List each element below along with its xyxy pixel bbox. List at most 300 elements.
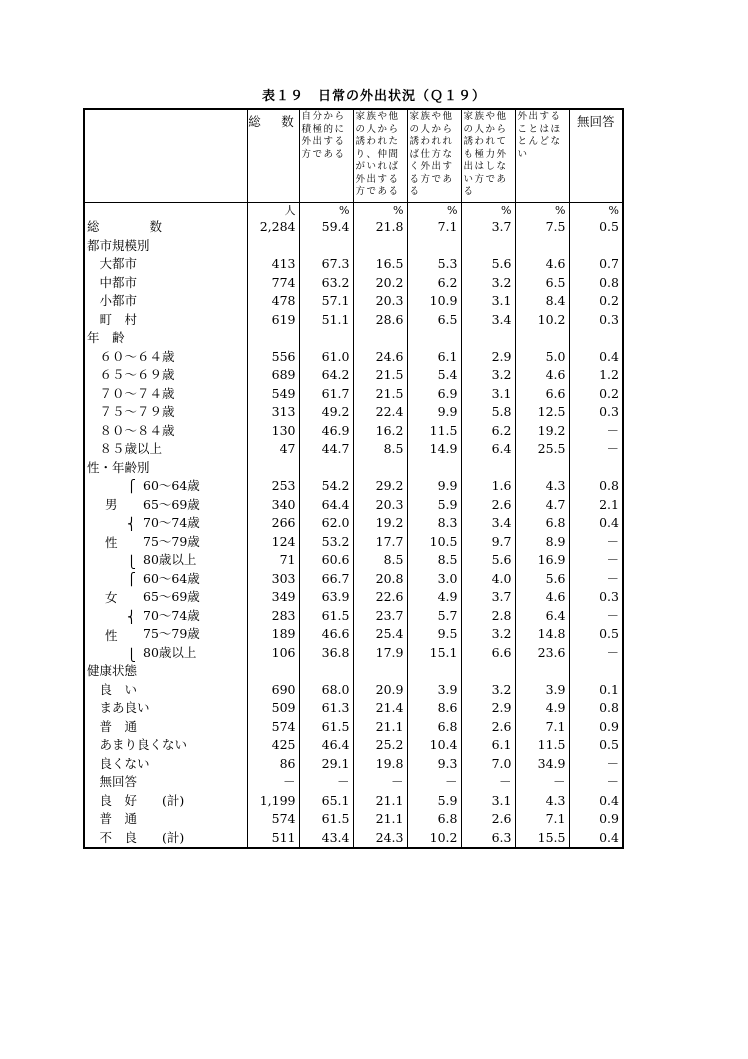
value-cell bbox=[407, 459, 461, 478]
table-title: 表１９ 日常の外出状況（Ｑ１９） bbox=[261, 89, 486, 104]
value-cell: 3.2 bbox=[461, 366, 515, 385]
value-cell: 5.6 bbox=[461, 255, 515, 274]
value-cell bbox=[247, 329, 299, 348]
value-cell: 3.7 bbox=[461, 218, 515, 237]
row-label: 小都市 bbox=[87, 293, 138, 308]
value-cell: 303 bbox=[247, 570, 299, 589]
value-cell: 6.8 bbox=[407, 718, 461, 737]
value-cell: 67.3 bbox=[299, 255, 353, 274]
table-row bbox=[84, 255, 623, 274]
row-label: ８５歳以上 bbox=[87, 441, 163, 456]
row-label: 年 齢 bbox=[87, 330, 125, 345]
value-cell: 43.4 bbox=[299, 829, 353, 849]
male-brace-icon: ⎨ bbox=[127, 517, 136, 531]
value-cell: 17.9 bbox=[353, 644, 407, 663]
value-cell: 7.0 bbox=[461, 755, 515, 774]
value-cell: 16.9 bbox=[515, 551, 569, 570]
value-cell: 62.0 bbox=[299, 514, 353, 533]
value-cell: 413 bbox=[247, 255, 299, 274]
value-cell: 44.7 bbox=[299, 440, 353, 459]
value-cell: 6.6 bbox=[515, 385, 569, 404]
table-row bbox=[84, 403, 623, 422]
value-cell: 61.7 bbox=[299, 385, 353, 404]
value-cell: 5.0 bbox=[515, 348, 569, 367]
value-cell: 3.1 bbox=[461, 292, 515, 311]
value-cell: 5.9 bbox=[407, 792, 461, 811]
value-cell: 11.5 bbox=[515, 736, 569, 755]
female-sex-label: 性 bbox=[105, 627, 118, 643]
female-brace-icon: ⎧ bbox=[127, 571, 136, 586]
value-cell bbox=[569, 329, 623, 348]
value-cell: 19.8 bbox=[353, 755, 407, 774]
row-label: 総 数 bbox=[87, 219, 163, 234]
value-cell bbox=[299, 237, 353, 256]
value-cell: － bbox=[569, 440, 623, 459]
table-row bbox=[84, 662, 623, 681]
value-cell: 25.4 bbox=[353, 625, 407, 644]
value-cell: 5.7 bbox=[407, 607, 461, 626]
value-cell: 20.8 bbox=[353, 570, 407, 589]
value-cell: 19.2 bbox=[515, 422, 569, 441]
value-cell: － bbox=[569, 755, 623, 774]
value-cell: 0.3 bbox=[569, 403, 623, 422]
value-cell: 253 bbox=[247, 477, 299, 496]
value-cell: 20.3 bbox=[353, 496, 407, 515]
value-cell: 574 bbox=[247, 718, 299, 737]
value-cell: － bbox=[407, 773, 461, 792]
value-cell: 66.7 bbox=[299, 570, 353, 589]
value-cell bbox=[299, 329, 353, 348]
value-cell: 21.1 bbox=[353, 792, 407, 811]
value-cell: 689 bbox=[247, 366, 299, 385]
value-cell: 2.9 bbox=[461, 699, 515, 718]
value-cell: － bbox=[569, 570, 623, 589]
unit-cell: % bbox=[407, 203, 461, 219]
table-row bbox=[84, 773, 623, 792]
value-cell: 6.4 bbox=[461, 440, 515, 459]
row-label: 65～69歳 bbox=[143, 496, 200, 512]
value-cell: － bbox=[569, 551, 623, 570]
value-cell: 0.1 bbox=[569, 681, 623, 700]
value-cell: 5.4 bbox=[407, 366, 461, 385]
table-row bbox=[84, 607, 623, 626]
value-cell: 189 bbox=[247, 625, 299, 644]
value-cell bbox=[353, 459, 407, 478]
row-label: 60～64歳 男 性 ⎧ ⎨ ⎩ bbox=[84, 477, 247, 496]
value-cell: 15.1 bbox=[407, 644, 461, 663]
row-label: 性・年齢別 bbox=[87, 459, 150, 475]
table-row bbox=[84, 459, 623, 478]
value-cell: 29.2 bbox=[353, 477, 407, 496]
value-cell: 19.2 bbox=[353, 514, 407, 533]
value-cell: 0.4 bbox=[569, 348, 623, 367]
value-cell: 65.1 bbox=[299, 792, 353, 811]
value-cell: 6.2 bbox=[407, 274, 461, 293]
value-cell: 0.4 bbox=[569, 514, 623, 533]
value-cell: 14.8 bbox=[515, 625, 569, 644]
value-cell: 2,284 bbox=[247, 218, 299, 237]
value-cell: 10.2 bbox=[515, 311, 569, 330]
value-cell bbox=[515, 662, 569, 681]
row-label: 不 良 (計) bbox=[87, 829, 185, 845]
value-cell: 36.8 bbox=[299, 644, 353, 663]
value-cell: 61.0 bbox=[299, 348, 353, 367]
value-cell: 4.3 bbox=[515, 477, 569, 496]
row-label: ７５～７９歳 bbox=[87, 404, 175, 419]
value-cell: 5.6 bbox=[461, 551, 515, 570]
value-cell: 340 bbox=[247, 496, 299, 515]
value-cell: 0.2 bbox=[569, 292, 623, 311]
value-cell: 16.2 bbox=[353, 422, 407, 441]
row-label: 60～64歳 女 性 ⎧ ⎨ ⎩ bbox=[84, 570, 247, 589]
value-cell: 64.4 bbox=[299, 496, 353, 515]
value-cell: 53.2 bbox=[299, 533, 353, 552]
table-row bbox=[84, 218, 623, 237]
value-cell: 3.9 bbox=[515, 681, 569, 700]
value-cell bbox=[299, 662, 353, 681]
male-sex-label: 性 bbox=[105, 535, 118, 550]
value-cell: － bbox=[353, 773, 407, 792]
table-body bbox=[84, 203, 623, 849]
value-cell: 6.8 bbox=[515, 514, 569, 533]
male-sex-label: 男 bbox=[105, 497, 118, 512]
header-no-answer: 無回答 bbox=[569, 109, 623, 203]
header-total: 総 数 bbox=[247, 109, 299, 203]
value-cell: 23.6 bbox=[515, 644, 569, 663]
header-avoid: 家族や他の人から誘われても極力外出はしない方である bbox=[461, 109, 515, 203]
value-cell: 0.8 bbox=[569, 274, 623, 293]
value-cell: 2.6 bbox=[461, 718, 515, 737]
value-cell: 0.5 bbox=[569, 736, 623, 755]
female-brace-icon: ⎩ bbox=[127, 647, 136, 662]
value-cell: 25.2 bbox=[353, 736, 407, 755]
value-cell: 313 bbox=[247, 403, 299, 422]
table-row bbox=[84, 551, 623, 570]
value-cell: 8.5 bbox=[353, 440, 407, 459]
value-cell: － bbox=[299, 773, 353, 792]
value-cell: 3.2 bbox=[461, 625, 515, 644]
value-cell: 6.2 bbox=[461, 422, 515, 441]
table-row bbox=[84, 311, 623, 330]
value-cell: 2.9 bbox=[461, 348, 515, 367]
value-cell: 6.6 bbox=[461, 644, 515, 663]
unit-cell: % bbox=[299, 203, 353, 219]
value-cell: 49.2 bbox=[299, 403, 353, 422]
table-row bbox=[84, 329, 623, 348]
value-cell: 5.3 bbox=[407, 255, 461, 274]
value-cell: 283 bbox=[247, 607, 299, 626]
value-cell: 15.5 bbox=[515, 829, 569, 849]
value-cell: 4.6 bbox=[515, 588, 569, 607]
value-cell bbox=[461, 237, 515, 256]
value-cell bbox=[515, 459, 569, 478]
value-cell: 22.6 bbox=[353, 588, 407, 607]
row-label: 都市規模別 bbox=[87, 237, 150, 253]
value-cell: － bbox=[515, 773, 569, 792]
value-cell: 6.9 bbox=[407, 385, 461, 404]
row-label: 80歳以上 bbox=[143, 644, 197, 660]
value-cell: 2.6 bbox=[461, 496, 515, 515]
row-label: 無回答 bbox=[87, 774, 138, 789]
value-cell: 9.7 bbox=[461, 533, 515, 552]
value-cell: 6.1 bbox=[407, 348, 461, 367]
value-cell: 4.9 bbox=[407, 588, 461, 607]
row-label: 普 通 bbox=[87, 811, 138, 826]
value-cell: 690 bbox=[247, 681, 299, 700]
table-row bbox=[84, 274, 623, 293]
value-cell: 21.1 bbox=[353, 718, 407, 737]
value-cell: 509 bbox=[247, 699, 299, 718]
value-cell: 4.6 bbox=[515, 366, 569, 385]
value-cell: 0.4 bbox=[569, 829, 623, 849]
table-row bbox=[84, 514, 623, 533]
value-cell: 266 bbox=[247, 514, 299, 533]
value-cell bbox=[299, 459, 353, 478]
value-cell: 14.9 bbox=[407, 440, 461, 459]
value-cell: 7.1 bbox=[515, 718, 569, 737]
value-cell: 8.4 bbox=[515, 292, 569, 311]
row-label: 町 村 bbox=[87, 311, 138, 327]
value-cell: － bbox=[247, 773, 299, 792]
value-cell: 7.1 bbox=[407, 218, 461, 237]
table-row bbox=[84, 755, 623, 774]
row-label: ６５～６９歳 bbox=[87, 367, 175, 382]
value-cell bbox=[461, 459, 515, 478]
row-label: ８０～８４歳 bbox=[87, 422, 175, 438]
value-cell: 6.8 bbox=[407, 810, 461, 829]
value-cell bbox=[247, 237, 299, 256]
value-cell: 61.3 bbox=[299, 699, 353, 718]
value-cell: 28.6 bbox=[353, 311, 407, 330]
value-cell: 2.6 bbox=[461, 810, 515, 829]
value-cell: 8.5 bbox=[353, 551, 407, 570]
row-label: あまり良くない bbox=[87, 737, 188, 752]
value-cell bbox=[569, 237, 623, 256]
value-cell: 12.5 bbox=[515, 403, 569, 422]
male-brace-icon: ⎧ bbox=[127, 479, 136, 493]
value-cell: 7.5 bbox=[515, 218, 569, 237]
header-if-invited: 家族や他の人から誘われたり、仲間がいれば外出する方である bbox=[353, 109, 407, 203]
value-cell: 6.1 bbox=[461, 736, 515, 755]
value-cell: － bbox=[569, 607, 623, 626]
value-cell: 10.4 bbox=[407, 736, 461, 755]
value-cell: 2.1 bbox=[569, 496, 623, 515]
value-cell: 25.5 bbox=[515, 440, 569, 459]
table-row bbox=[84, 366, 623, 385]
value-cell: － bbox=[569, 773, 623, 792]
header-row bbox=[84, 109, 623, 203]
value-cell: 130 bbox=[247, 422, 299, 441]
value-cell: 574 bbox=[247, 810, 299, 829]
value-cell: 61.5 bbox=[299, 607, 353, 626]
value-cell: 11.5 bbox=[407, 422, 461, 441]
value-cell: 0.9 bbox=[569, 810, 623, 829]
female-brace-icon: ⎨ bbox=[127, 609, 136, 624]
value-cell: 21.5 bbox=[353, 366, 407, 385]
row-label: ６０～６４歳 bbox=[87, 348, 175, 364]
row-label: 良くない bbox=[87, 755, 150, 771]
value-cell: 24.3 bbox=[353, 829, 407, 849]
table-row bbox=[84, 292, 623, 311]
value-cell bbox=[461, 662, 515, 681]
value-cell: 3.4 bbox=[461, 311, 515, 330]
row-label: 70～74歳 bbox=[143, 515, 200, 530]
table-row bbox=[84, 625, 623, 644]
female-sex-label: 女 bbox=[105, 589, 118, 605]
value-cell: 46.6 bbox=[299, 625, 353, 644]
table-row bbox=[84, 681, 623, 700]
value-cell: 0.2 bbox=[569, 385, 623, 404]
header-blank bbox=[84, 109, 247, 203]
value-cell bbox=[515, 329, 569, 348]
table-row bbox=[84, 736, 623, 755]
row-label: 70～74歳 bbox=[143, 607, 200, 623]
value-cell: 10.9 bbox=[407, 292, 461, 311]
value-cell: 6.5 bbox=[407, 311, 461, 330]
value-cell: 3.2 bbox=[461, 681, 515, 700]
value-cell: 46.4 bbox=[299, 736, 353, 755]
value-cell: 478 bbox=[247, 292, 299, 311]
table-row bbox=[84, 533, 623, 552]
row-label: 65～69歳 bbox=[143, 589, 200, 604]
value-cell: 60.6 bbox=[299, 551, 353, 570]
value-cell: 51.1 bbox=[299, 311, 353, 330]
value-cell: 4.9 bbox=[515, 699, 569, 718]
value-cell: 106 bbox=[247, 644, 299, 663]
unit-cell: % bbox=[461, 203, 515, 219]
table-row bbox=[84, 237, 623, 256]
unit-cell: % bbox=[515, 203, 569, 219]
value-cell: 1.2 bbox=[569, 366, 623, 385]
table-row bbox=[84, 570, 623, 589]
value-cell: 16.5 bbox=[353, 255, 407, 274]
row-label: 良 好 (計) bbox=[87, 792, 185, 808]
value-cell: 1.6 bbox=[461, 477, 515, 496]
value-cell: 21.5 bbox=[353, 385, 407, 404]
value-cell: 3.9 bbox=[407, 681, 461, 700]
value-cell: 0.5 bbox=[569, 218, 623, 237]
value-cell: 63.2 bbox=[299, 274, 353, 293]
value-cell: 3.7 bbox=[461, 588, 515, 607]
value-cell: 8.9 bbox=[515, 533, 569, 552]
value-cell: 2.8 bbox=[461, 607, 515, 626]
value-cell bbox=[353, 329, 407, 348]
value-cell: 86 bbox=[247, 755, 299, 774]
value-cell: 4.3 bbox=[515, 792, 569, 811]
table-row bbox=[84, 810, 623, 829]
male-brace-icon: ⎩ bbox=[127, 555, 136, 569]
value-cell: 10.2 bbox=[407, 829, 461, 849]
value-cell: 6.3 bbox=[461, 829, 515, 849]
value-cell: 21.1 bbox=[353, 810, 407, 829]
table-row bbox=[84, 477, 623, 496]
table-row bbox=[84, 792, 623, 811]
table-row bbox=[84, 385, 623, 404]
value-cell: 774 bbox=[247, 274, 299, 293]
value-cell: 7.1 bbox=[515, 810, 569, 829]
table-row bbox=[84, 718, 623, 737]
value-cell: 0.3 bbox=[569, 311, 623, 330]
value-cell: 21.4 bbox=[353, 699, 407, 718]
value-cell bbox=[569, 662, 623, 681]
value-cell: 0.5 bbox=[569, 625, 623, 644]
value-cell: 57.1 bbox=[299, 292, 353, 311]
value-cell: 9.3 bbox=[407, 755, 461, 774]
value-cell: 8.3 bbox=[407, 514, 461, 533]
value-cell: 61.5 bbox=[299, 718, 353, 737]
value-cell: 9.9 bbox=[407, 403, 461, 422]
value-cell: 20.9 bbox=[353, 681, 407, 700]
value-cell: 4.0 bbox=[461, 570, 515, 589]
row-label: 良 い bbox=[87, 681, 138, 697]
value-cell bbox=[461, 329, 515, 348]
value-cell: 9.5 bbox=[407, 625, 461, 644]
value-cell: 20.3 bbox=[353, 292, 407, 311]
value-cell: 71 bbox=[247, 551, 299, 570]
table-row bbox=[84, 422, 623, 441]
value-cell: 9.9 bbox=[407, 477, 461, 496]
value-cell: 59.4 bbox=[299, 218, 353, 237]
value-cell: 511 bbox=[247, 829, 299, 849]
value-cell bbox=[247, 459, 299, 478]
value-cell: 47 bbox=[247, 440, 299, 459]
value-cell bbox=[515, 237, 569, 256]
value-cell: － bbox=[461, 773, 515, 792]
table-row bbox=[84, 588, 623, 607]
value-cell: 3.1 bbox=[461, 385, 515, 404]
value-cell: 0.8 bbox=[569, 477, 623, 496]
value-cell bbox=[407, 329, 461, 348]
row-label: 75～79歳 bbox=[143, 533, 200, 549]
outing-status-table bbox=[83, 108, 624, 849]
value-cell: 3.1 bbox=[461, 792, 515, 811]
unit-row bbox=[84, 203, 623, 219]
table-row bbox=[84, 699, 623, 718]
value-cell: 0.4 bbox=[569, 792, 623, 811]
value-cell: 68.0 bbox=[299, 681, 353, 700]
row-label: 中都市 bbox=[87, 274, 138, 290]
value-cell bbox=[407, 237, 461, 256]
value-cell: 17.7 bbox=[353, 533, 407, 552]
table-row bbox=[84, 496, 623, 515]
row-label: 75～79歳 bbox=[143, 626, 200, 641]
header-reluctant: 家族や他の人から誘われれば仕方なく外出する方である bbox=[407, 109, 461, 203]
value-cell bbox=[569, 459, 623, 478]
value-cell: 24.6 bbox=[353, 348, 407, 367]
value-cell: 29.1 bbox=[299, 755, 353, 774]
unit-cell: 人 bbox=[247, 203, 299, 219]
value-cell: 54.2 bbox=[299, 477, 353, 496]
value-cell: 5.8 bbox=[461, 403, 515, 422]
value-cell bbox=[247, 662, 299, 681]
value-cell: 4.7 bbox=[515, 496, 569, 515]
row-label: 大都市 bbox=[87, 256, 138, 271]
value-cell: 4.6 bbox=[515, 255, 569, 274]
table-row bbox=[84, 829, 623, 849]
value-cell: 6.4 bbox=[515, 607, 569, 626]
value-cell: 10.5 bbox=[407, 533, 461, 552]
value-cell: 6.5 bbox=[515, 274, 569, 293]
value-cell: 8.5 bbox=[407, 551, 461, 570]
value-cell: 22.4 bbox=[353, 403, 407, 422]
value-cell: 0.8 bbox=[569, 699, 623, 718]
value-cell: － bbox=[569, 533, 623, 552]
value-cell: 0.7 bbox=[569, 255, 623, 274]
unit-cell: % bbox=[353, 203, 407, 219]
table-row bbox=[84, 348, 623, 367]
table-row bbox=[84, 644, 623, 663]
value-cell: 3.4 bbox=[461, 514, 515, 533]
